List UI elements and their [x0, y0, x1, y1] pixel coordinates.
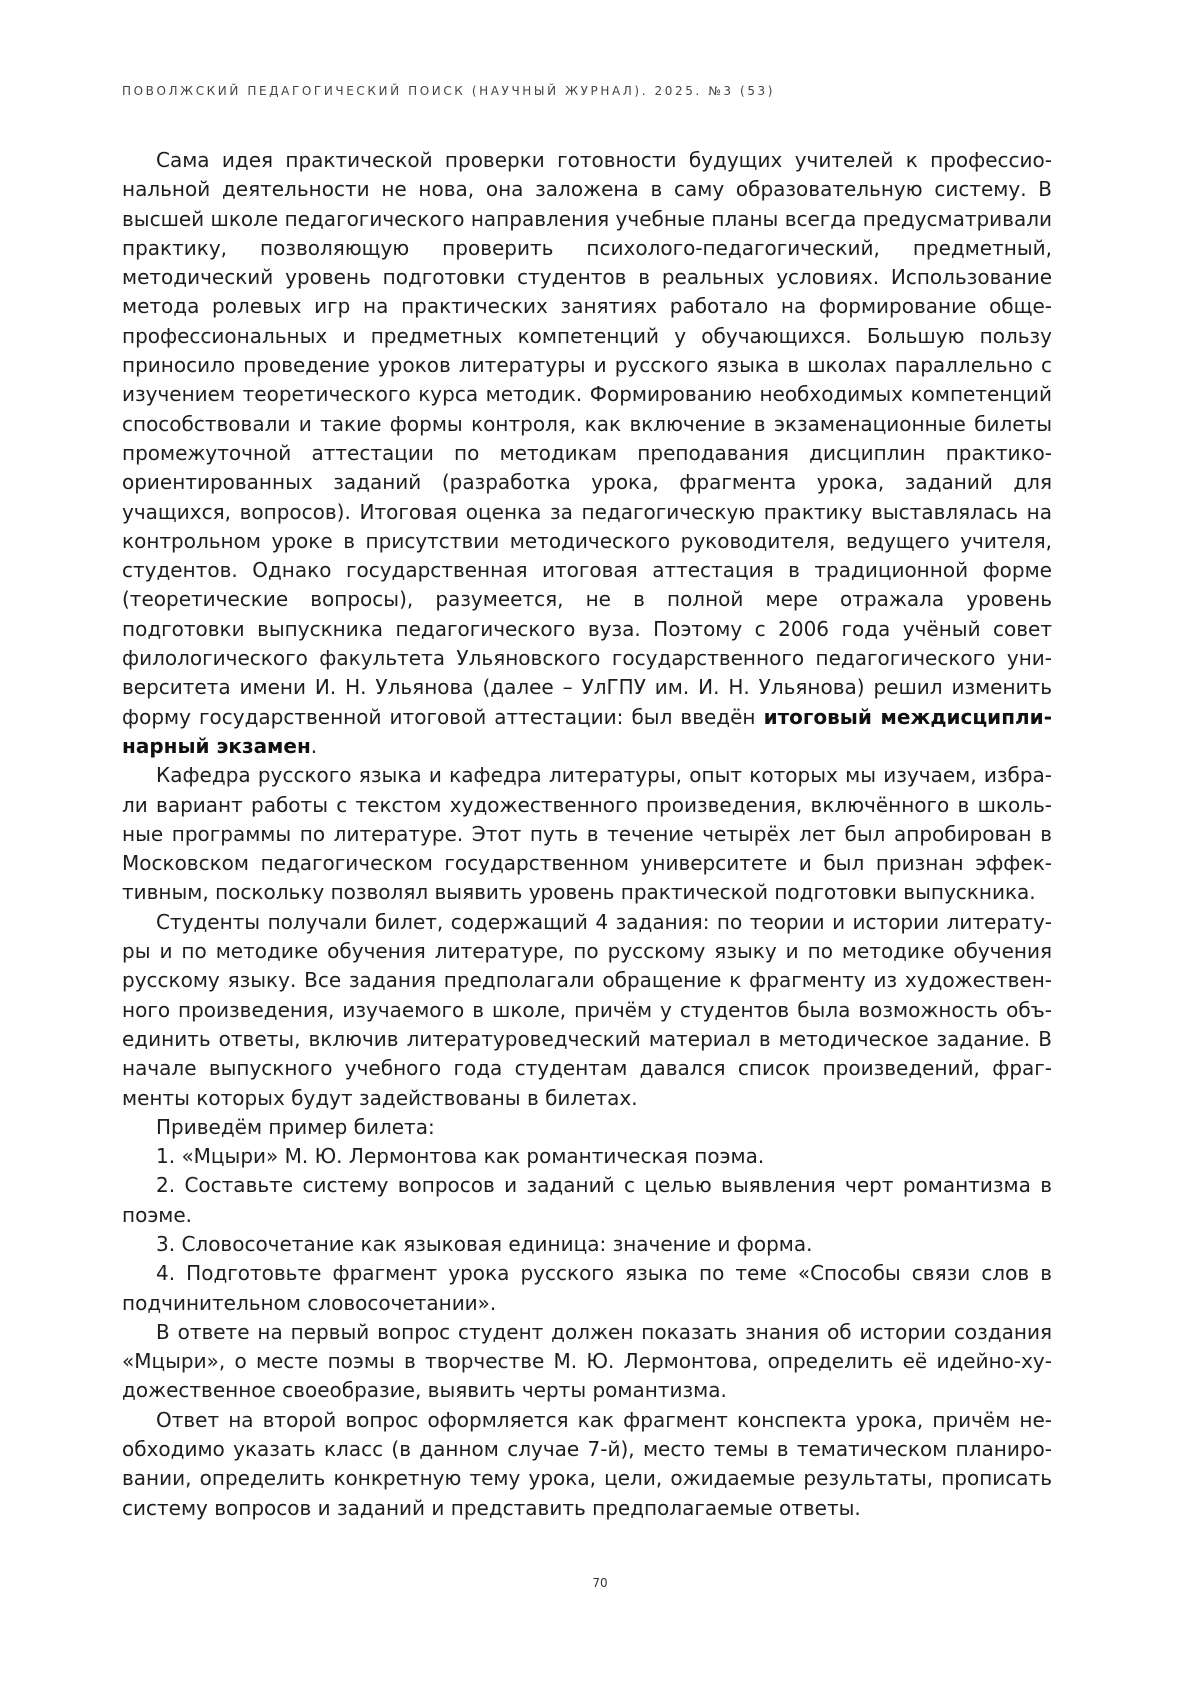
paragraph-departments: Кафедра русского языка и кафедра литературы, опыт которых мы изучаем, избрали вариант работы с текстом художественного произведения, включённого в школьные программы по литературе. Этот путь в течение четырёх лет был апробирован в Московском педагогическом государственном университете и был признан эффективным, поскольку позволял выявить уровень практической подготовки выпускника.	[122, 763, 1052, 905]
ticket-item-4: 4. Подготовьте фрагмент урока русского языка по теме «Способы связи слов в подчинительном словосочетании».	[122, 1261, 1052, 1315]
page-number: 70	[592, 1576, 608, 1590]
paragraph-ticket-intro: Приведём пример билета:	[156, 1114, 435, 1139]
paragraph-end: .	[310, 733, 318, 758]
article-body	[122, 146, 1052, 1523]
paragraph-exam-background	[122, 146, 1052, 761]
paragraph-text: Сама идея практической проверки готовности будущих учителей к профессиональной деятельности не нова, она заложена в саму образовательную систему. В высшей школе педагогического направления учебные планы всегда предусматривали практику, позволяющую проверить психолого-педагогический, предметный, методический уровень подготовки студентов в реальных условиях. Использование метода ролевых игр на практических занятиях работало на формирование общепрофессиональных и предметных компетенций у обучающихся. Большую пользу приносило проведение уроков литературы и русского языка в школах параллельно с изучением теоретического курса методик. Формированию необходимых компетенций способствовали и такие формы контроля, как включение в экзаменационные билеты промежуточной аттестации по методикам преподавания дисциплин практико-ориентированных заданий (разработка урока, фрагмента урока, заданий для учащихся, вопросов). Итоговая оценка за педагогическую практику выставлялась на контрольном уроке в присутствии методического руководителя, ведущего учителя, студентов. Однако государственная итоговая аттестация в традиционной форме (теоретические вопросы), разумеется, не в полной мере отражала уровень подготовки выпускника педагогического вуза. Поэтому с 2006 года учёный совет филологического факультета Ульяновского государственного педагогического университета имени И. Н. Ульянова (далее – УлГПУ им. И. Н. Ульянова) решил изменить форму государственной итоговой аттестации: был введён	[122, 148, 1052, 729]
ticket-item-2: 2. Составьте систему вопросов и заданий с целью выявления черт романтизма в поэме.	[122, 1173, 1052, 1227]
running-header: ПОВОЛЖСКИЙ ПЕДАГОГИЧЕСКИЙ ПОИСК (НАУЧНЫЙ ЖУРНАЛ). 2025. №3 (53)	[122, 84, 776, 98]
paragraph-ticket-structure: Студенты получали билет, содержащий 4 задания: по теории и истории литературы и по методике обучения литературе, по русскому языку и по методике обучения русскому языку. Все задания предполагали обращение к фрагменту из художественного произведения, изучаемого в школе, причём у студентов была возможность объединить ответы, включив литературоведческий материал в методическое задание. В начале выпускного учебного года студентам давался список произведений, фрагменты которых будут задействованы в билетах.	[122, 909, 1052, 1110]
ticket-item-3: 3. Словосочетание как языковая единица: значение и форма.	[156, 1231, 813, 1256]
ticket-item-1: 1. «Мцыри» М. Ю. Лермонтова как романтическая поэма.	[156, 1144, 765, 1169]
paragraph-second-answer: Ответ на второй вопрос оформляется как фрагмент конспекта урока, причём необходимо указать класс (в данном случае 7-й), место темы в тематическом планировании, определить конкретную тему урока, цели, ожидаемые результаты, прописать систему вопросов и заданий и представить предполагаемые ответы.	[122, 1407, 1052, 1520]
paragraph-first-answer: В ответе на первый вопрос студент должен показать знания об истории создания «Мцыри», о месте поэмы в творчестве М. Ю. Лермонтова, определить её идейно-художественное своеобразие, выявить черты романтизма.	[122, 1319, 1052, 1403]
emphasized-term: итоговый междисциплинарный экзамен	[122, 704, 1052, 758]
